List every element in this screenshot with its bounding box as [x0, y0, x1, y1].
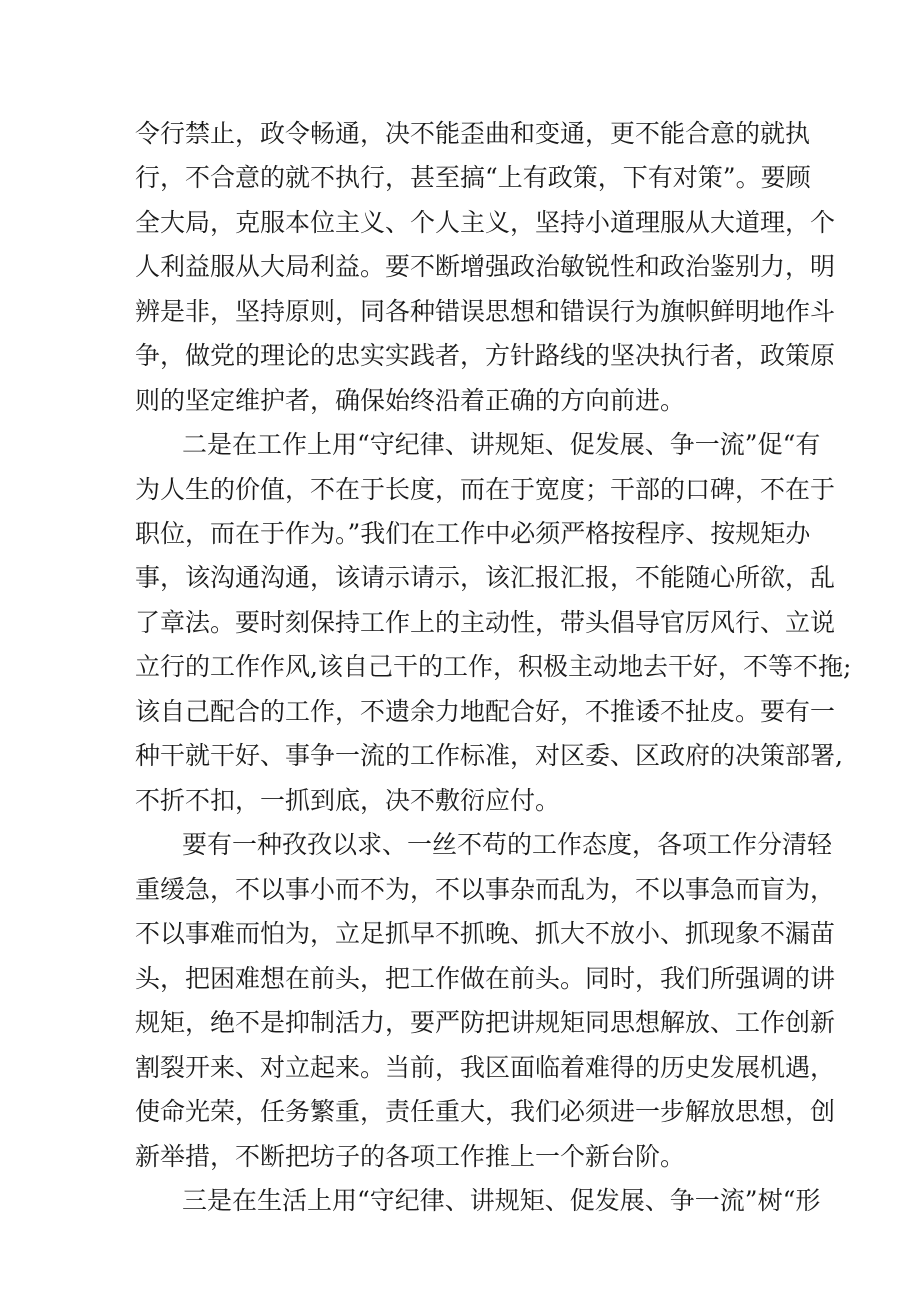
paragraph-line: 割裂开来、对立起来。当前，我区面临着难得的历史发展机遇，	[135, 1053, 836, 1082]
paragraph-line: 人利益服从大局利益。要不断增强政治敏锐性和政治鉴别力，明	[135, 252, 836, 281]
paragraph-line: 职位，而在于作为。”我们在工作中必须严格按程序、按规矩办	[135, 519, 811, 548]
paragraph-line: 为人生的价值，不在于长度，而在于宽度；干部的口碑，不在于	[135, 475, 836, 504]
paragraph-line: 争，做党的理论的忠实实践者，方针路线的坚决执行者，政策原	[135, 341, 836, 370]
paragraph-line: 种干就干好、事争一流的工作标准，对区委、区政府的决策部署,	[135, 741, 843, 770]
paragraph-line: 新举措，不断把坊子的各项工作推上一个新台阶。	[135, 1142, 686, 1171]
paragraph-line: 使命光荣，任务繁重，责任重大，我们必须进一步解放思想，创	[135, 1097, 836, 1126]
paragraph-line: 头，把困难想在前头，把工作做在前头。同时，我们所强调的讲	[135, 964, 836, 993]
paragraph-line: 不折不扣，一抓到底，决不敷衍应付。	[135, 786, 561, 815]
paragraph-line: 二是在工作上用“守纪律、讲规矩、促发展、争一流”促“有	[182, 430, 821, 459]
paragraph-line: 则的坚定维护者，确保始终沿着正确的方向前进。	[135, 386, 686, 415]
paragraph-line: 辨是非，坚持原则，同各种错误思想和错误行为旗帜鲜明地作斗	[135, 297, 836, 326]
paragraph-line: 立行的工作作风,该自己干的工作，积极主动地去干好，不等不拖;	[135, 652, 852, 681]
paragraph-line: 不以事难而怕为，立足抓早不抓晚、抓大不放小、抓现象不漏苗	[135, 919, 836, 948]
paragraph-line: 了章法。要时刻保持工作上的主动性，带头倡导官厉风行、立说	[135, 608, 836, 637]
paragraph-line: 行，不合意的就不执行，甚至搞“上有政策，下有对策”。要顾	[135, 163, 811, 192]
paragraph-line: 规矩，绝不是抑制活力，要严防把讲规矩同思想解放、工作创新	[135, 1008, 836, 1037]
paragraph-line: 事，该沟通沟通，该请示请示，该汇报汇报，不能随心所欲，乱	[135, 563, 836, 592]
paragraph-line: 令行禁止，政令畅通，决不能歪曲和变通，更不能合意的就执	[135, 119, 811, 148]
paragraph-line: 要有一种孜孜以求、一丝不苟的工作态度，各项工作分清轻	[182, 830, 833, 859]
paragraph-line: 该自己配合的工作，不遗余力地配合好，不推诿不扯皮。要有一	[135, 697, 836, 726]
paragraph-line: 重缓急，不以事小而不为，不以事杂而乱为，不以事急而盲为，	[135, 875, 836, 904]
paragraph-line: 三是在生活上用“守纪律、讲规矩、促发展、争一流”树“形	[182, 1186, 821, 1215]
paragraph-line: 全大局，克服本位主义、个人主义，坚持小道理服从大道理，个	[135, 208, 836, 237]
